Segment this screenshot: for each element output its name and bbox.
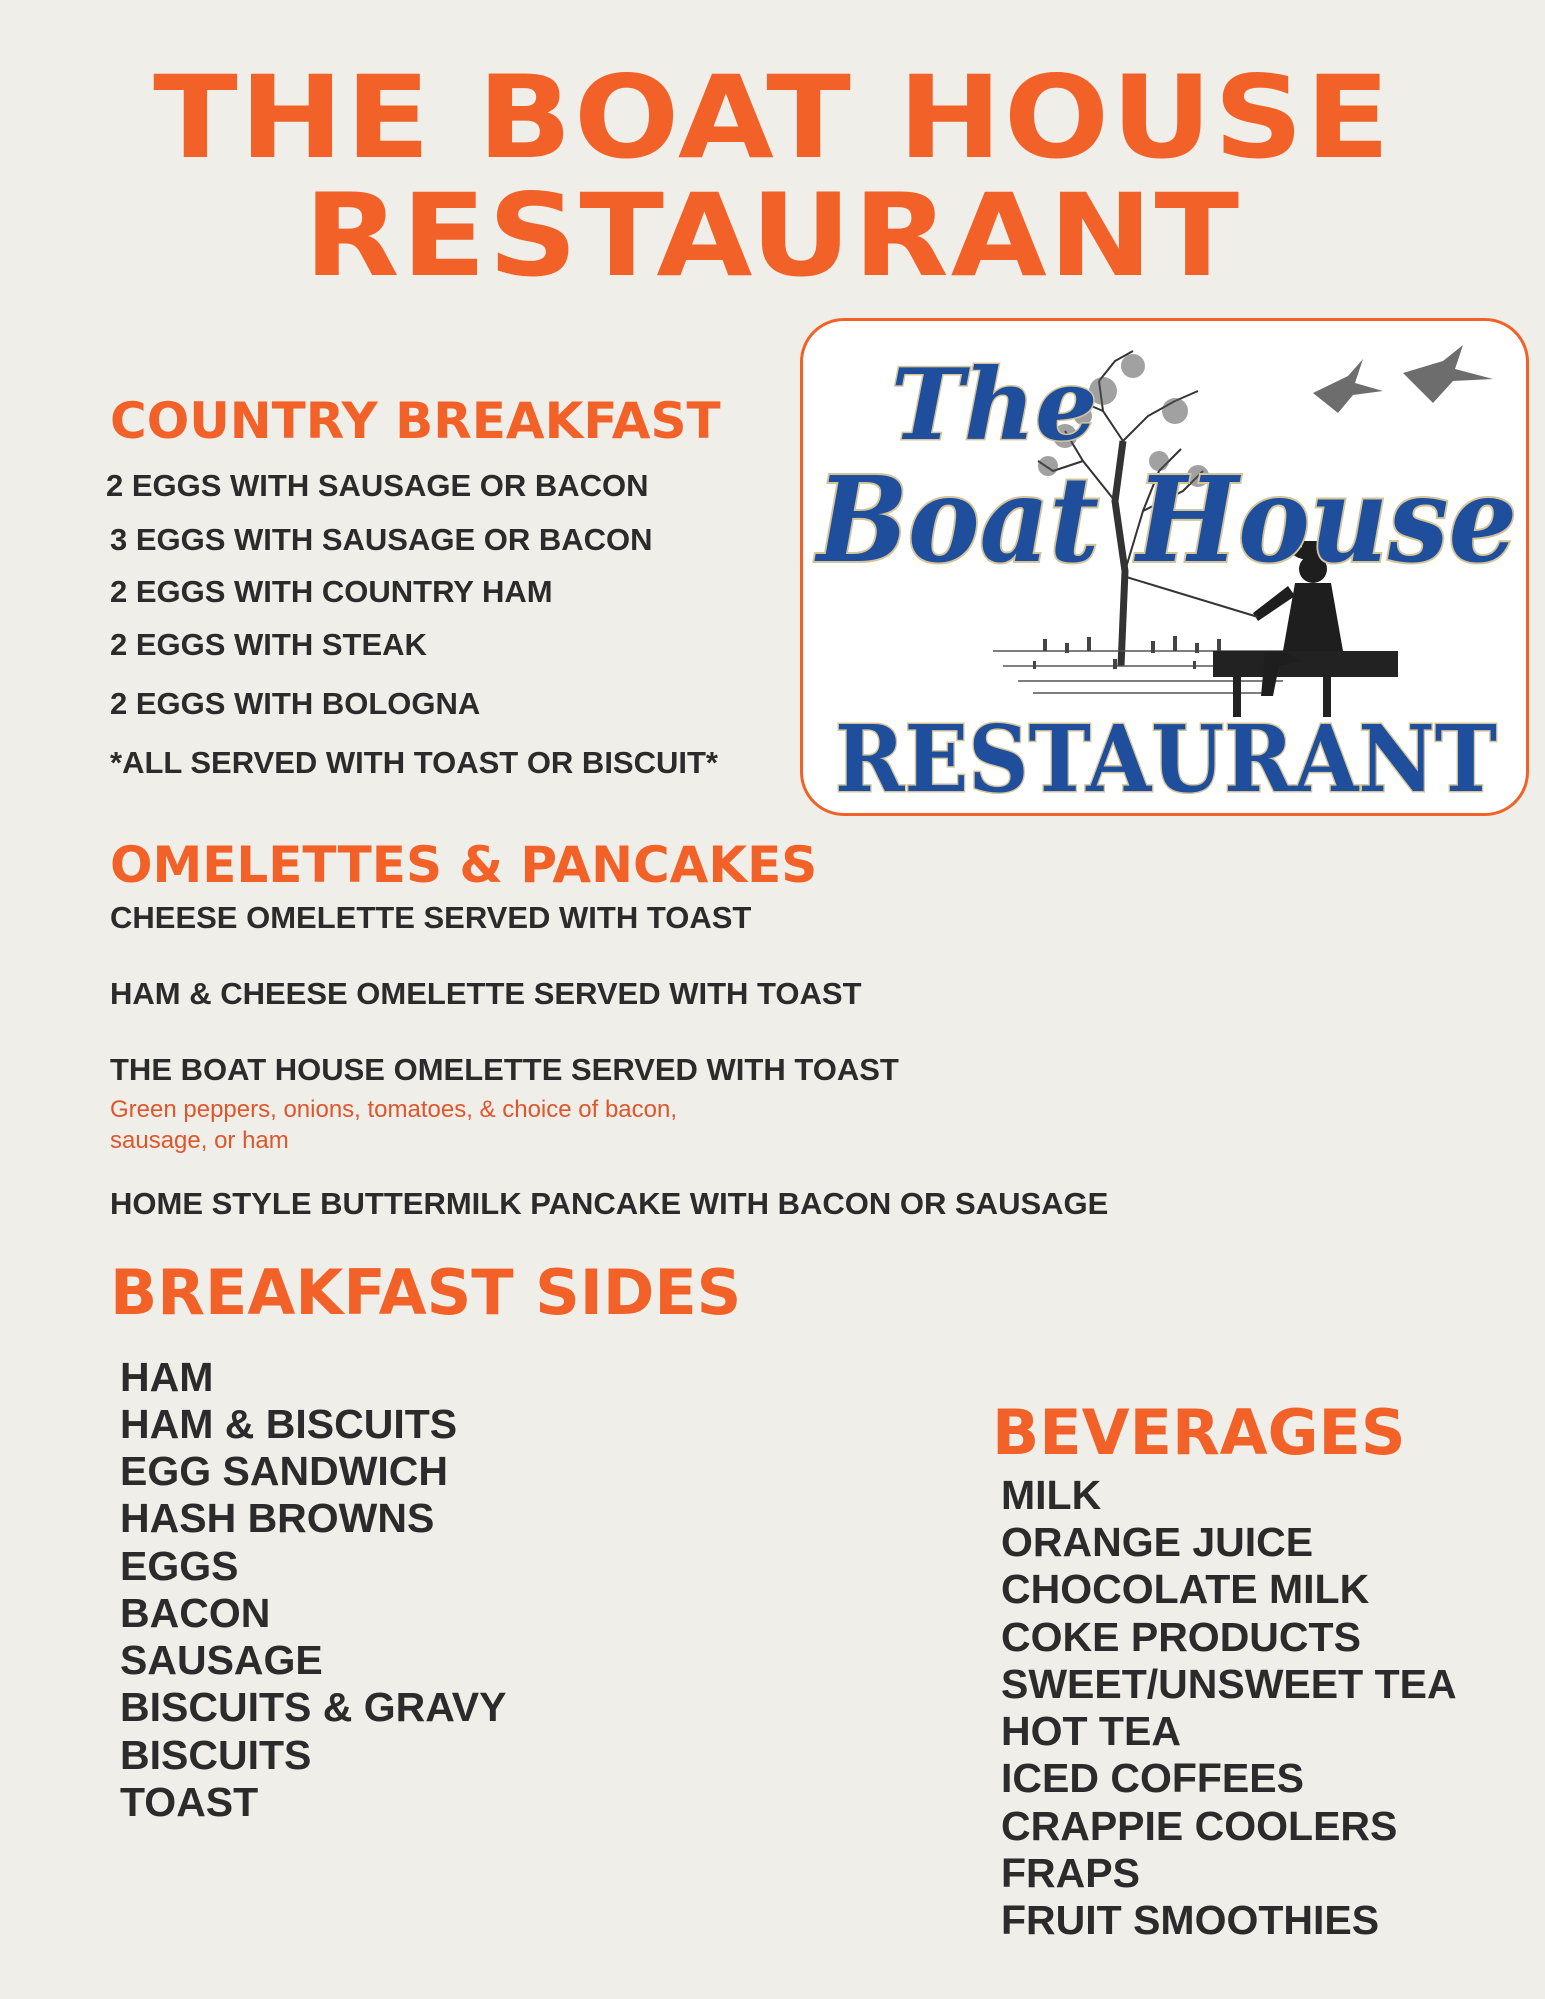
- page-title-line-2: RESTAURANT: [303, 170, 1242, 303]
- beverage-item: CHOCOLATE MILK: [1001, 1566, 1370, 1612]
- section-heading-beverages: BEVERAGES: [992, 1396, 1406, 1469]
- beverage-item: FRAPS: [1001, 1850, 1140, 1896]
- side-item: TOAST: [120, 1779, 259, 1825]
- flying-ducks-illustration: [1313, 345, 1493, 413]
- beverage-item: COKE PRODUCTS: [1001, 1614, 1361, 1660]
- side-item: BISCUITS: [120, 1732, 312, 1778]
- side-item: HAM & BISCUITS: [120, 1401, 458, 1447]
- menu-item: 2 EGGS WITH BOLOGNA: [110, 686, 481, 721]
- section-heading-omelettes-pancakes: OMELETTES & PANCAKES: [110, 836, 818, 894]
- beverage-item: CRAPPIE COOLERS: [1001, 1803, 1398, 1849]
- menu-item-description: Green peppers, onions, tomatoes, & choice of bacon, sausage, or ham: [110, 1096, 678, 1154]
- menu-item: THE BOAT HOUSE OMELETTE SERVED WITH TOAST: [110, 1052, 899, 1087]
- beverage-item: ORANGE JUICE: [1001, 1519, 1314, 1565]
- cypress-knees-illustration: [1033, 636, 1221, 669]
- beverage-item: HOT TEA: [1001, 1708, 1181, 1754]
- menu-footnote: *ALL SERVED WITH TOAST OR BISCUIT*: [110, 745, 718, 780]
- beverage-item: ICED COFFEES: [1001, 1755, 1304, 1801]
- logo-word-the: The: [891, 348, 1098, 463]
- side-item: HASH BROWNS: [120, 1495, 435, 1541]
- side-item: SAUSAGE: [120, 1637, 323, 1683]
- beverage-item: MILK: [1001, 1472, 1102, 1518]
- menu-item: HAM & CHEESE OMELETTE SERVED WITH TOAST: [110, 976, 862, 1011]
- menu-item: 2 EGGS WITH STEAK: [110, 627, 427, 662]
- dock-illustration: [1213, 651, 1398, 677]
- menu-item: HOME STYLE BUTTERMILK PANCAKE WITH BACON OR SAUSAGE: [110, 1186, 1109, 1221]
- logo-word-boat-house: Boat House: [814, 450, 1517, 589]
- boat-house-logo: [800, 318, 1529, 816]
- menu-item: 2 EGGS WITH SAUSAGE OR BACON: [106, 468, 649, 503]
- section-heading-country-breakfast: COUNTRY BREAKFAST: [110, 392, 721, 450]
- side-item: BISCUITS & GRAVY: [120, 1684, 507, 1730]
- menu-item: 2 EGGS WITH COUNTRY HAM: [110, 574, 553, 609]
- beverage-item: FRUIT SMOOTHIES: [1001, 1897, 1380, 1943]
- side-item: EGGS: [120, 1543, 239, 1589]
- beverage-item: SWEET/UNSWEET TEA: [1001, 1661, 1457, 1707]
- menu-item: CHEESE OMELETTE SERVED WITH TOAST: [110, 900, 752, 935]
- side-item: EGG SANDWICH: [120, 1448, 448, 1494]
- section-heading-breakfast-sides: BREAKFAST SIDES: [110, 1256, 742, 1329]
- menu-item: 3 EGGS WITH SAUSAGE OR BACON: [110, 522, 653, 557]
- side-item: HAM: [120, 1354, 214, 1400]
- side-item: BACON: [120, 1590, 271, 1636]
- page-title-line-1: THE BOAT HOUSE: [153, 52, 1392, 185]
- logo-word-restaurant: RESTAURANT: [835, 705, 1497, 813]
